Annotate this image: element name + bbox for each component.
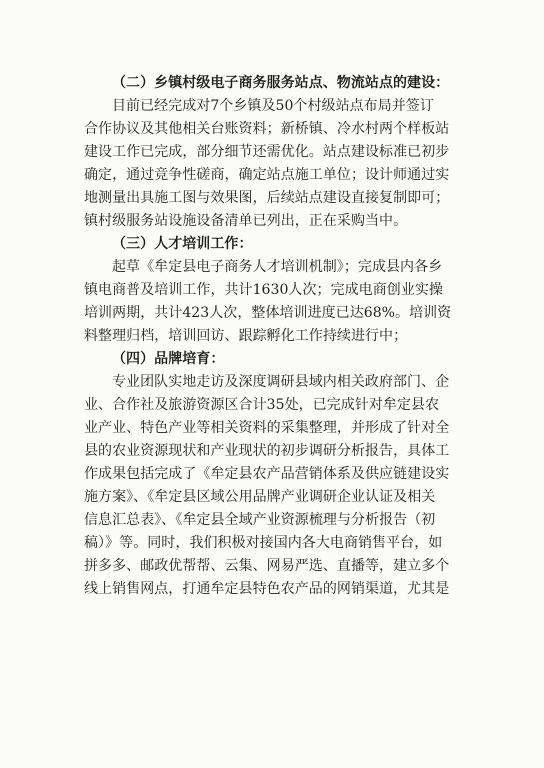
- section-4-line-9: 拼多多、邮政优帮帮、云集、网易严选、直播等，建立多个: [84, 558, 450, 574]
- section-4-line-3: 业产业、特色产业等相关资料的采集整理，并形成了针对全: [84, 420, 450, 436]
- section-3-line-4: 料整理归档，培训回访、跟踪孵化工作持续进行中；: [84, 328, 408, 344]
- section-4-line-8: 稿）》等。同时，我们积极对接国内各大电商销售平台，如: [84, 535, 443, 551]
- section-2-line-4: 确定，通过竞争性磋商，确定站点施工单位；设计师通过实: [84, 167, 450, 183]
- section-4-line-2: 业、合作社及旅游资源区合计35处，已完成针对牟定县农: [84, 397, 440, 413]
- section-3-line-3: 培训两期，共计423人次，整体培训进度已达68%。培训资: [84, 305, 452, 321]
- document-body: [84, 72, 476, 601]
- section-2-line-5: 地测量出具施工图与效果图，后续站点建设直接复制即可；: [84, 190, 450, 206]
- section-2-line-6: 镇村级服务站设施设备清单已列出，正在采购当中。: [84, 213, 408, 229]
- section-3-line-1: 起草《牟定县电子商务人才培训机制》；完成县内各乡: [112, 259, 443, 275]
- section-3-line-2: 镇电商普及培训工作，共计1630人次；完成电商创业实操: [84, 282, 443, 298]
- section-2-line-2: 合作协议及其他相关台账资料；新桥镇、冷水村两个样板站: [84, 121, 450, 137]
- section-4-line-10: 线上销售网点，打通牟定县特色农产品的网销渠道，尤其是: [84, 581, 450, 597]
- section-4-line-7: 信息汇总表》、《牟定县全域产业资源梳理与分析报告（初: [84, 512, 436, 528]
- section-4-heading: （四）品牌培育：: [112, 351, 225, 367]
- section-4-line-6: 施方案》、《牟定县区域公用品牌产业调研企业认证及相关: [84, 489, 436, 505]
- section-3-heading: （三）人才培训工作：: [112, 236, 253, 252]
- section-2-line-3: 建设工作已完成，部分细节还需优化。站点建设标准已初步: [84, 144, 450, 160]
- section-4-line-5: 作成果包括完成了《牟定县农产品营销体系及供应链建设实: [84, 466, 450, 482]
- section-2-heading: （二）乡镇村级电子商务服务站点、物流站点的建设：: [112, 75, 450, 91]
- section-4-line-1: 专业团队实地走访及深度调研县域内相关政府部门、企: [112, 374, 450, 390]
- section-4-line-4: 县的农业资源现状和产业现状的初步调研分析报告，具体工: [84, 443, 450, 459]
- section-2-line-1: 目前已经完成对7个乡镇及50个村级站点布局并签订: [112, 98, 434, 114]
